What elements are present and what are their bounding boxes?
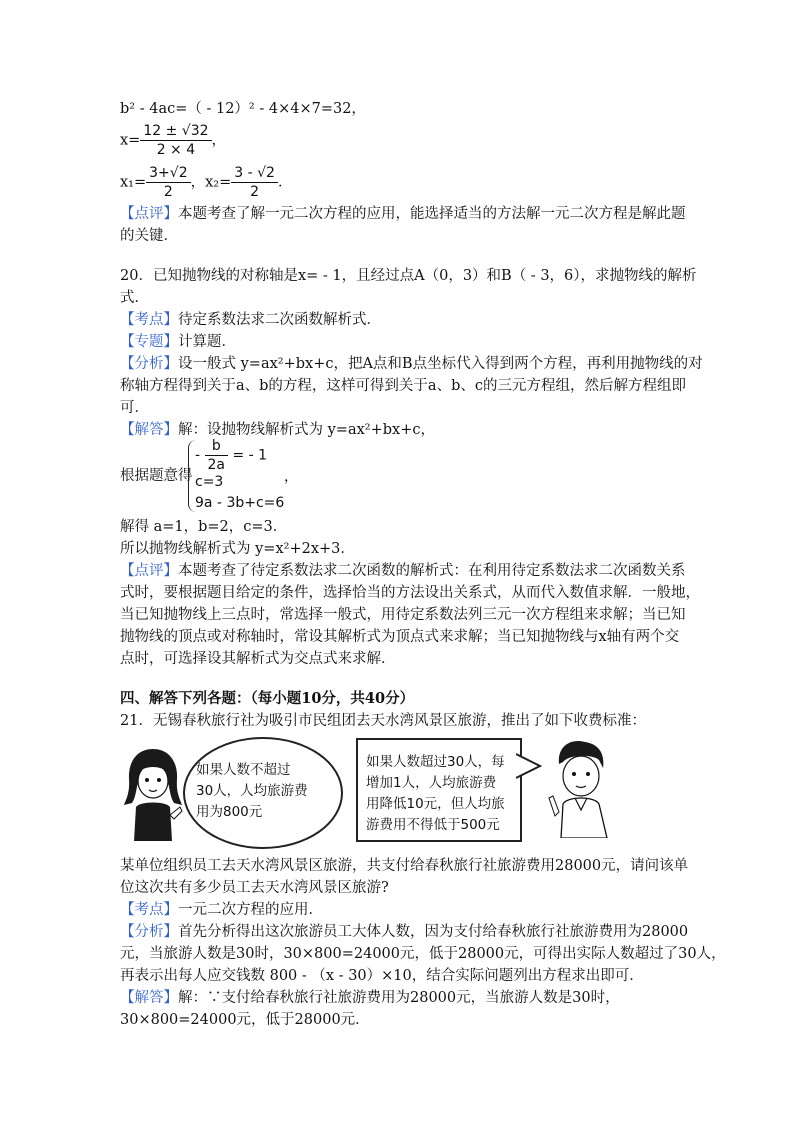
fenxi2-line-b: 元，当旅游人数是30时，30×800=24000元，低于28000元，可得出实际人数超过了30人， — [120, 946, 726, 962]
section-heading: 四、解答下列各题：（每小题10分，共40分） — [120, 690, 415, 707]
bubble-right-line4: 游费用不得低于500元 — [366, 817, 500, 833]
comment2-line-d: 抛物线的顶点或对称轴时，常设其解析式为顶点式来求解；当已知抛物线与x轴有两个交 — [120, 629, 680, 645]
bubble-left-line2: 30人，人均旅游费 — [196, 783, 308, 799]
system-comma: ， — [284, 469, 298, 485]
fenxi-line-c: 可． — [120, 400, 149, 416]
fraction-numerator: 3+√2 — [146, 164, 190, 183]
question20-line-a: 20．已知抛物线的对称轴是x= - 1，且经过点A（0，3）和B（ - 3，6），求抛物线的解析 — [120, 268, 697, 284]
fenxi-line-b: 称轴方程得到关于a、b的方程，这样可得到关于a、b、c的三元方程组，然后解方程组即 — [120, 378, 686, 394]
punct: ， — [211, 132, 227, 149]
kaodian-text: 待定系数法求二次函数解析式． — [178, 312, 381, 328]
comment2-line-c: 当已知抛物线上三点时，常选择一般式，用待定系数法列三元一次方程组来求解；当已知 — [120, 607, 686, 623]
x2-fraction — [231, 164, 278, 201]
comment1-line-b: 的关键． — [120, 228, 178, 244]
bubble-left-line1: 如果人数不超过 — [196, 762, 291, 778]
jieda2-line-b: 30×800=24000元，低于28000元． — [120, 1012, 370, 1028]
question21-line-a: 某单位组织员工去天水湾风景区旅游，共支付给春秋旅行社旅游费用28000元，请问该单 — [120, 858, 689, 874]
comment2-line-e: 点时，可选择设其解析式为交点式来求解． — [120, 651, 396, 667]
fraction-numerator: 12 ± √32 — [140, 122, 211, 141]
x1-fraction — [146, 164, 190, 201]
fenxi-tag: 【分析】 — [120, 356, 178, 372]
zhuanti-text: 计算题． — [178, 334, 236, 350]
root-formula-line — [120, 122, 226, 159]
girl-illustration — [122, 745, 184, 841]
comment-tag: 【点评】 — [120, 563, 178, 579]
kaodian-text: 一元二次方程的应用． — [178, 902, 323, 918]
fraction-denominator: 2a — [207, 457, 226, 473]
kaodian-line — [120, 309, 381, 331]
comment2-line-a — [120, 560, 686, 582]
suoyi-line: 所以抛物线解析式为 y=x²+2x+3． — [120, 541, 355, 557]
bubble-right-line3: 用降低10元，但人均旅 — [366, 796, 505, 812]
system-eq1 — [195, 437, 267, 474]
kaodian-tag: 【考点】 — [120, 902, 178, 918]
system-eq2: c=3 — [195, 474, 224, 490]
zhuanti-tag: 【专题】 — [120, 334, 178, 350]
fenxi-text: 首先分析得出这次旅游员工大体人数，因为支付给春秋旅行社旅游费用为28000 — [178, 924, 689, 940]
comment1-line-a — [120, 203, 686, 225]
jieda-tag: 【解答】 — [120, 990, 178, 1006]
question21-intro: 21．无锡春秋旅行社为吸引市民组团去天水湾风景区旅游，推出了如下收费标准： — [120, 713, 646, 729]
root-fraction — [140, 122, 211, 159]
comment2-line-b: 式时，要根据题目给定的条件，选择恰当的方法设出关系式，从而代入数值求解．一般地， — [120, 585, 700, 601]
comment-tag: 【点评】 — [120, 206, 178, 222]
kaodian-tag: 【考点】 — [120, 312, 178, 328]
roots-line — [120, 164, 292, 201]
jiede-line: 解得 a=1，b=2，c=3． — [120, 519, 288, 535]
jieda-text: 解：设抛物线解析式为 y=ax²+bx+c， — [178, 422, 435, 438]
jieda-text: 解：∵支付给春秋旅行社旅游费用为28000元，当旅游人数是30时， — [178, 990, 620, 1006]
minus-sign: - — [195, 447, 201, 464]
discriminant-line: b² - 4ac=（ - 12）² - 4×4×7=32， — [120, 101, 366, 117]
system-eq3: 9a - 3b+c=6 — [195, 495, 285, 511]
fenxi-text: 设一般式 y=ax²+bx+c，把A点和B点坐标代入得到两个方程，再利用抛物线的对 — [178, 356, 703, 372]
jieda-line — [120, 419, 435, 441]
comment-text: 本题考查了待定系数法求二次函数的解析式：在利用待定系数法求二次函数关系 — [178, 563, 686, 579]
kaodian2-line — [120, 899, 323, 921]
question20-line-b: 式． — [120, 290, 149, 306]
bubble-right-line1: 如果人数超过30人，每 — [366, 754, 505, 770]
bubble-right-line2: 增加1人，人均旅游费 — [366, 775, 497, 791]
fenxi2-line-a — [120, 921, 688, 943]
jieda-tag: 【解答】 — [120, 422, 178, 438]
jieda2-line-a — [120, 987, 620, 1009]
fraction-denominator: 2 — [250, 184, 260, 200]
fenxi-line-a — [120, 353, 703, 375]
punct: ． — [277, 174, 293, 191]
fraction-denominator: 2 × 4 — [156, 142, 196, 158]
zhuanti-line — [120, 331, 236, 353]
genju-label: 根据题意得 — [120, 468, 193, 484]
boy-illustration — [545, 738, 615, 838]
x-label: x= — [120, 132, 141, 149]
comment-text: 本题考查了解一元二次方程的应用，能选择适当的方法解一元二次方程是解此题 — [178, 206, 686, 222]
fenxi-tag: 【分析】 — [120, 924, 178, 940]
eq1-rhs: = - 1 — [232, 447, 268, 464]
bubble-left-line3: 用为800元 — [196, 804, 263, 820]
fenxi2-line-c: 再表示出每人应交钱数 800 - （x - 30）×10，结合实际问题列出方程求出即可． — [120, 968, 644, 984]
fraction-numerator: b — [205, 437, 229, 456]
x2-label: ，x₂= — [190, 174, 232, 191]
eq1-fraction — [205, 437, 229, 474]
fraction-denominator: 2 — [163, 184, 173, 200]
bubble-pointer — [516, 752, 542, 782]
fraction-numerator: 3 - √2 — [231, 164, 278, 183]
x1-label: x₁= — [120, 174, 147, 191]
question21-line-b: 位这次共有多少员工去天水湾风景区旅游? — [120, 880, 389, 896]
